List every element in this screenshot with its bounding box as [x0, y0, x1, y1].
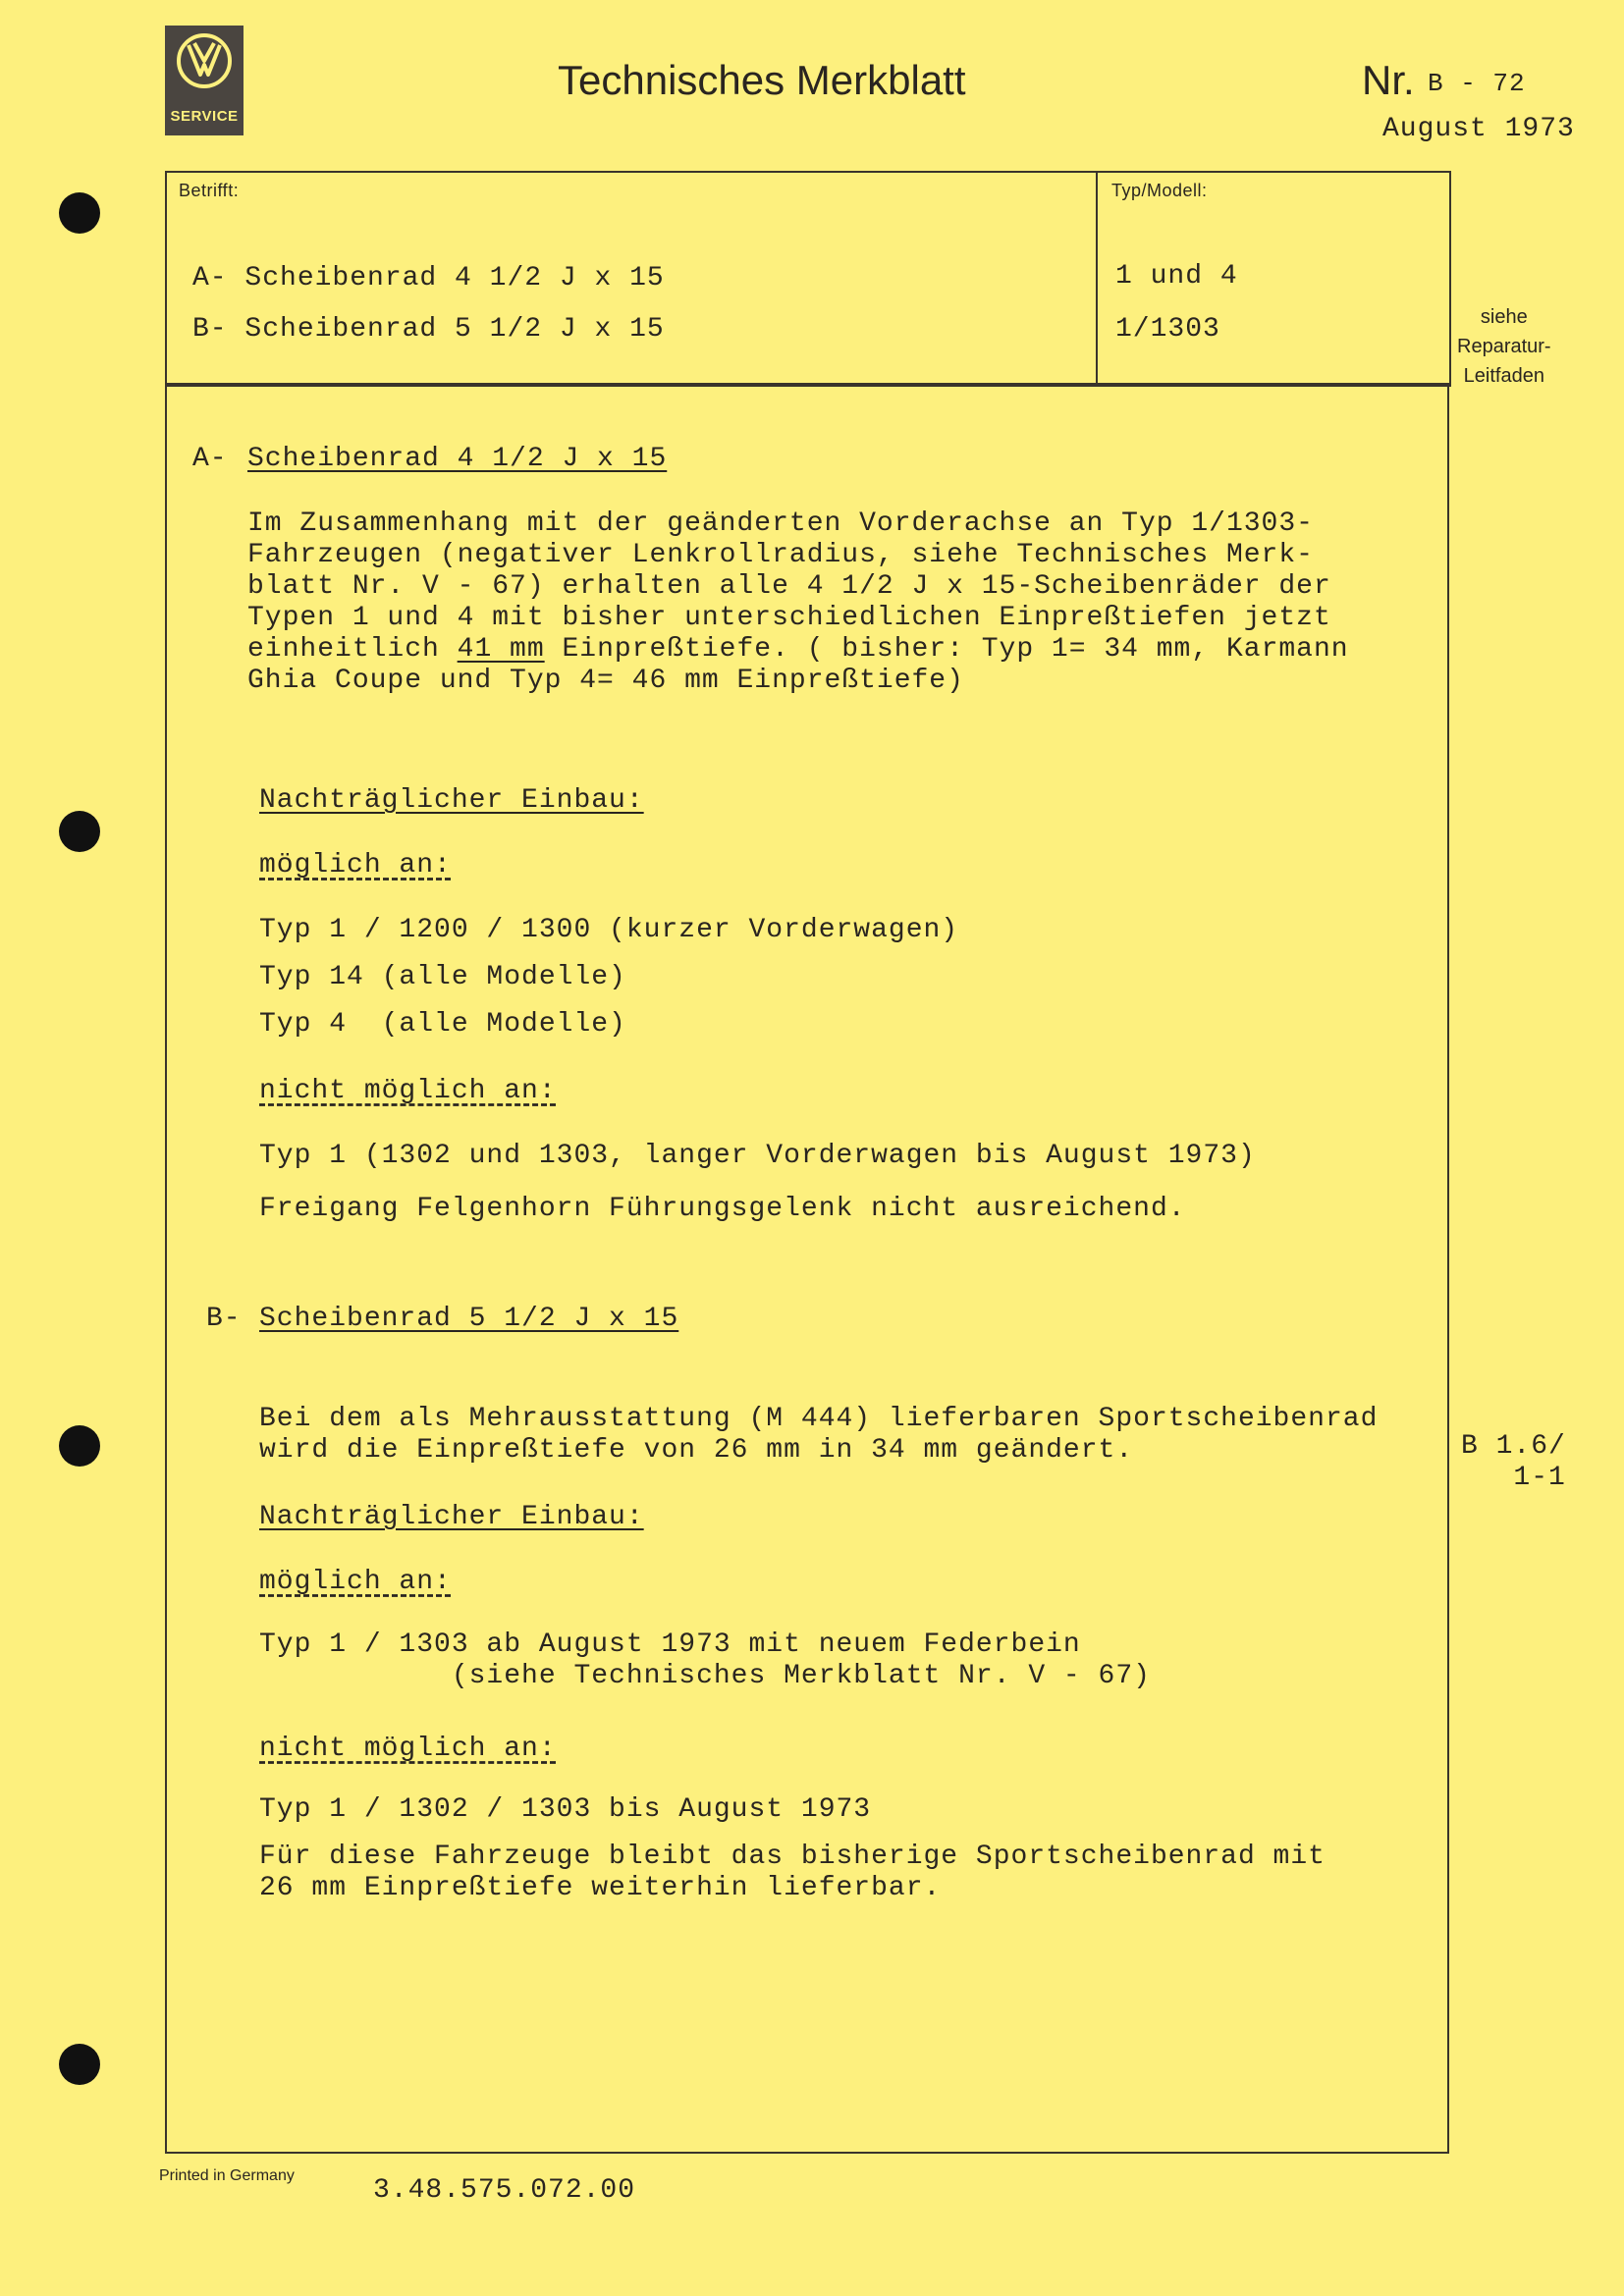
reference-value: B 1.6/ 1-1	[1461, 1431, 1566, 1493]
punch-hole	[59, 2044, 100, 2085]
typ-item-b: 1/1303	[1115, 314, 1220, 345]
nr-value: B - 72	[1428, 69, 1526, 98]
logo-service-text: SERVICE	[170, 108, 239, 125]
section-b-possible-heading: möglich an:	[259, 1567, 452, 1597]
betrifft-label: Betrifft:	[179, 181, 240, 200]
vw-service-logo	[165, 26, 244, 135]
line5-underlined: 41 mm	[457, 634, 545, 665]
section-a-line5	[247, 634, 1349, 666]
typ-modell-label: Typ/Modell:	[1111, 181, 1208, 200]
nr-label: Nr.	[1362, 57, 1415, 103]
typ-item-a: 1 und 4	[1115, 261, 1238, 292]
section-b-retrofit-heading: Nachträglicher Einbau:	[259, 1502, 644, 1532]
subject-divider	[1096, 171, 1098, 385]
section-b-body: Bei dem als Mehrausstattung (M 444) lieferbaren Sportscheibenrad wird die Einpreßtiefe von 26 mm in 34 mm geändert.	[259, 1404, 1379, 1466]
section-a-body: Im Zusammenhang mit der geänderten Vorderachse an Typ 1/1303- Fahrzeugen (negativer Lenkrollradius, siehe Technisches Merk- blatt Nr. V - 67) erhalten alle 4 1/2 J x 15-Scheibenräder der Typen 1 und 4 mit bisher unterschiedlichen Einpreßtiefen jetzt	[247, 508, 1331, 633]
subject-item-a: A- Scheibenrad 4 1/2 J x 15	[192, 263, 665, 294]
section-b-not-possible-note: Für diese Fahrzeuge bleibt das bisherige Sportscheibenrad mit 26 mm Einpreßtiefe weiterhin lieferbar.	[259, 1842, 1326, 1903]
section-b-prefix: B-	[206, 1304, 242, 1334]
section-a-retrofit-heading: Nachträglicher Einbau:	[259, 785, 644, 816]
punch-hole	[59, 192, 100, 234]
reference-label: siehe Reparatur- Leitfaden	[1457, 306, 1551, 387]
section-a-not-possible-heading: nicht möglich an:	[259, 1076, 557, 1106]
section-a-prefix: A-	[192, 444, 228, 474]
document-number: 3.48.575.072.00	[373, 2175, 636, 2206]
section-a-possible-heading: möglich an:	[259, 850, 452, 881]
line5-post: Einpreßtiefe. ( bisher: Typ 1= 34 mm, Karmann	[544, 634, 1349, 665]
section-a-heading: Scheibenrad 4 1/2 J x 15	[247, 444, 668, 474]
section-b-not-possible-heading: nicht möglich an:	[259, 1734, 557, 1764]
vw-emblem-icon	[175, 31, 234, 90]
printed-in-label: Printed in Germany	[159, 2167, 295, 2184]
subject-item-b: B- Scheibenrad 5 1/2 J x 15	[192, 314, 665, 345]
section-a-possible-item: Typ 14 (alle Modelle)	[259, 962, 626, 992]
line5-pre: einheitlich	[247, 634, 458, 665]
section-b-not-possible-item: Typ 1 / 1302 / 1303 bis August 1973	[259, 1794, 872, 1825]
section-a-not-possible-item: Typ 1 (1302 und 1303, langer Vorderwagen bis August 1973)	[259, 1141, 1256, 1171]
section-b-heading: Scheibenrad 5 1/2 J x 15	[259, 1304, 679, 1334]
document-title: Technisches Merkblatt	[558, 57, 966, 103]
section-a-not-possible-item: Freigang Felgenhorn Führungsgelenk nicht ausreichend.	[259, 1194, 1186, 1224]
section-a-possible-item: Typ 1 / 1200 / 1300 (kurzer Vorderwagen)	[259, 915, 959, 945]
section-a-line6: Ghia Coupe und Typ 4= 46 mm Einpreßtiefe)	[247, 666, 964, 696]
section-a-possible-item: Typ 4 (alle Modelle)	[259, 1009, 626, 1040]
punch-hole	[59, 1425, 100, 1467]
section-b-possible: Typ 1 / 1303 ab August 1973 mit neuem Federbein (siehe Technisches Merkblatt Nr. V - 67)	[259, 1629, 1151, 1691]
document-date: August 1973	[1382, 114, 1575, 144]
punch-hole	[59, 811, 100, 852]
